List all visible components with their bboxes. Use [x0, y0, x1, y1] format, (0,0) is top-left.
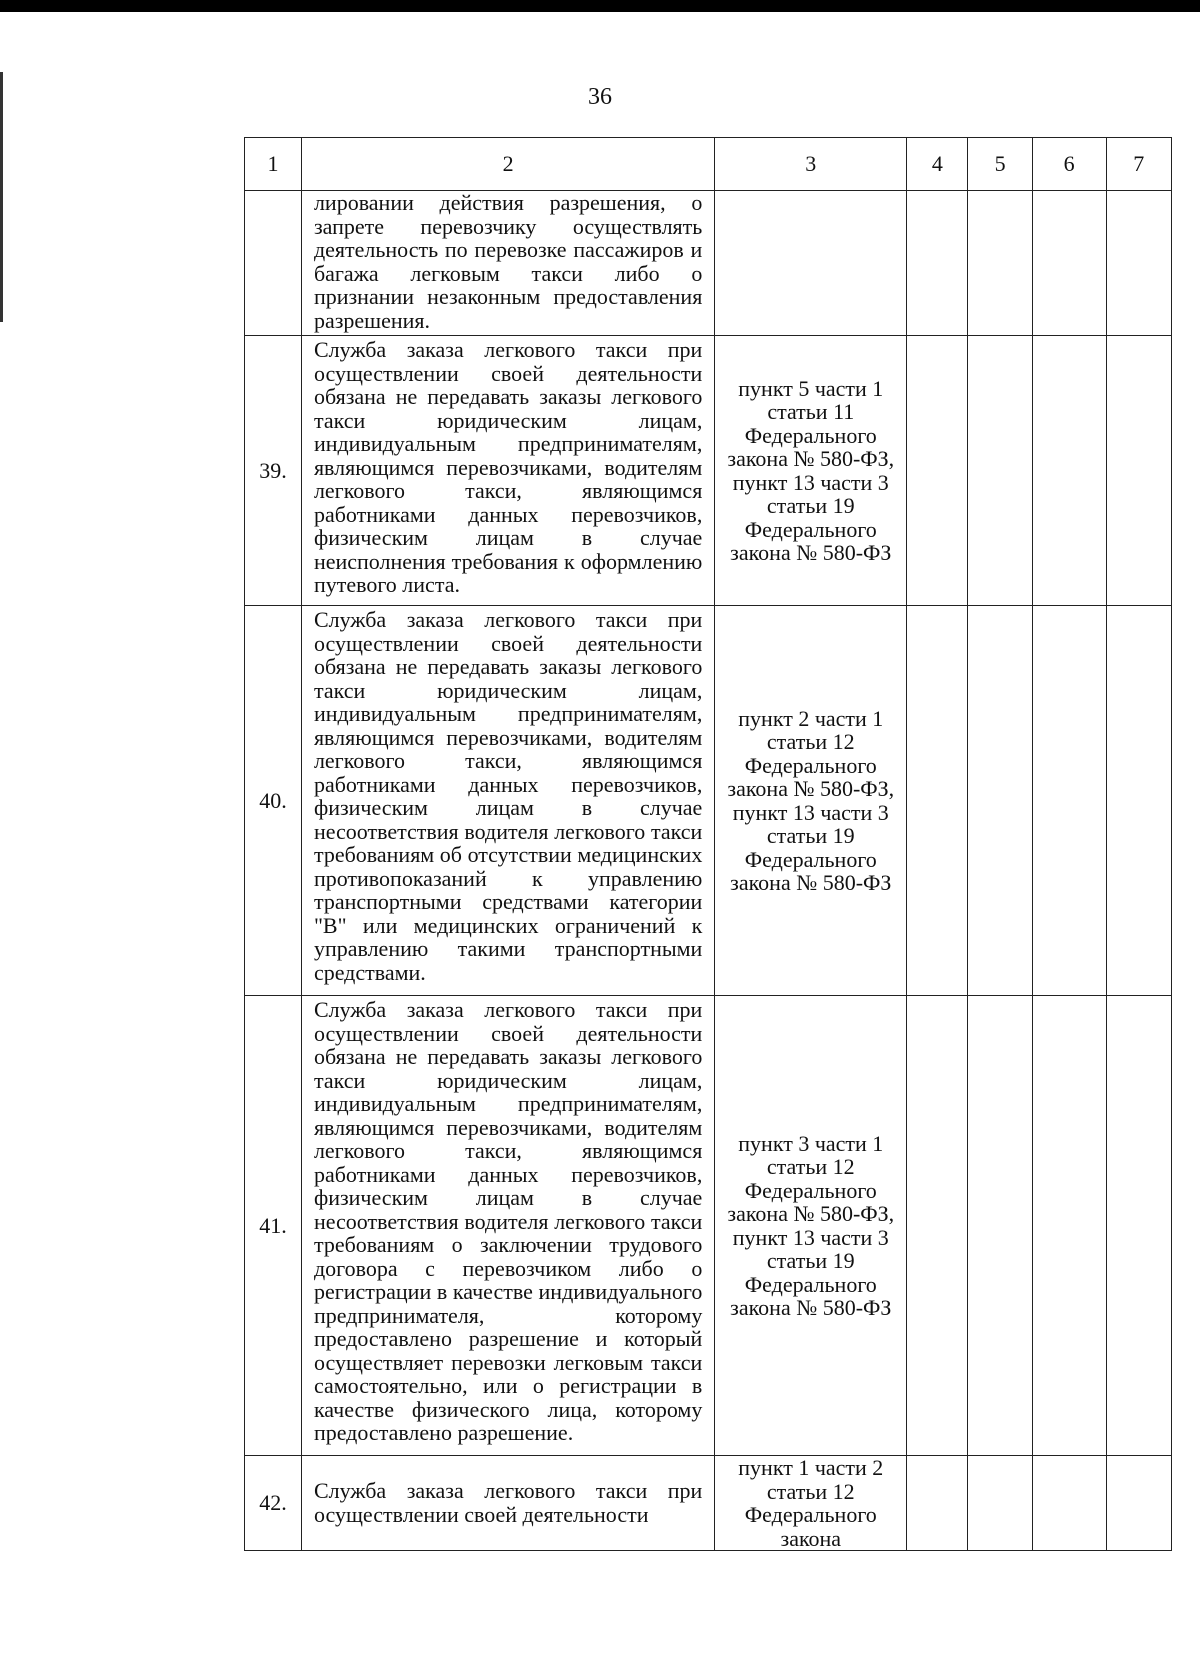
page-number: 36	[588, 84, 612, 110]
table-row	[245, 996, 1172, 1456]
row-number: 39.	[245, 336, 302, 606]
empty-cell	[1106, 996, 1171, 1456]
document-page	[0, 12, 1200, 1656]
requirements-table	[244, 137, 1172, 1551]
empty-cell	[968, 606, 1032, 996]
row-description	[301, 336, 714, 606]
row-reference	[715, 191, 907, 336]
row-reference: пункт 5 части 1 статьи 11 Федерального закона № 580-ФЗ, пункт 13 части 3 статьи 19 Федерального закона № 580-ФЗ	[715, 336, 907, 606]
column-header: 2	[301, 138, 714, 191]
row-description-text: Служба заказа легкового такси при осуществлении своей деятельности обязана не передавать заказы легкового такси юридическим лицам, индивидуальным предпринимателям, являющимся перевозчиками, водителям легкового такси, являющимся работниками данных перевозчиков, физическим лицам в случае неисполнения требования к оформлению путевого листа.	[313, 337, 703, 597]
empty-cell	[968, 191, 1032, 336]
empty-cell	[907, 191, 968, 336]
column-header: 5	[968, 138, 1032, 191]
row-description-text: Служба заказа легкового такси при осуществлении своей деятельности обязана не передавать заказы легкового такси юридическим лицам, индивидуальным предпринимателям, являющимся перевозчиками, водителям легкового такси, являющимся работниками данных перевозчиков, физическим лицам в случае несоответствия водителя легкового такси требованиям о заключении трудового договора с перевозчиком либо о регистрации в качестве индивидуального предпринимателя, которому предоставлено разрешение и который осуществляет перевозки легковым такси самостоятельно, или о регистрации в качестве физического лица, которому предоставлено разрешение.	[313, 997, 703, 1445]
row-reference: пункт 3 части 1 статьи 12 Федерального закона № 580-ФЗ, пункт 13 части 3 статьи 19 Федерального закона № 580-ФЗ	[715, 996, 907, 1456]
empty-cell	[907, 1456, 968, 1551]
empty-cell	[907, 606, 968, 996]
row-description-text: Служба заказа легкового такси при осуществлении своей деятельности обязана не передавать заказы легкового такси юридическим лицам, индивидуальным предпринимателям, являющимся перевозчиками, водителям легкового такси, являющимся работниками данных перевозчиков, физическим лицам в случае несоответствия водителя легкового такси требованиям об отсутствии медицинских противопоказаний к управлению транспортными средствами категории "В" или медицинских ограничений к управлению такими транспортными средствами.	[313, 607, 703, 985]
empty-cell	[1032, 191, 1106, 336]
column-header: 3	[715, 138, 907, 191]
empty-cell	[907, 996, 968, 1456]
empty-cell	[1032, 996, 1106, 1456]
column-header: 7	[1106, 138, 1171, 191]
table-row	[245, 191, 1172, 336]
table-header-row	[245, 138, 1172, 191]
empty-cell	[907, 336, 968, 606]
empty-cell	[1032, 606, 1106, 996]
column-header: 6	[1032, 138, 1106, 191]
row-number: 41.	[245, 996, 302, 1456]
row-description	[301, 191, 714, 336]
row-description	[301, 606, 714, 996]
table-row	[245, 1456, 1172, 1551]
row-description-text: лировании действия разрешения, о запрете перевозчику осуществлять деятельность по перевозке пассажиров и багажа легковым такси либо о признании незаконным предоставления разрешения.	[313, 190, 703, 333]
empty-cell	[1032, 336, 1106, 606]
column-header: 1	[245, 138, 302, 191]
empty-cell	[1106, 1456, 1171, 1551]
row-reference: пункт 2 части 1 статьи 12 Федерального закона № 580-ФЗ, пункт 13 части 3 статьи 19 Федерального закона № 580-ФЗ	[715, 606, 907, 996]
row-description-text: Служба заказа легкового такси при осуществлении своей деятельности	[313, 1478, 703, 1527]
empty-cell	[968, 1456, 1032, 1551]
row-description	[301, 1456, 714, 1551]
empty-cell	[968, 336, 1032, 606]
empty-cell	[968, 996, 1032, 1456]
row-number: 42.	[245, 1456, 302, 1551]
empty-cell	[1106, 336, 1171, 606]
table-row	[245, 336, 1172, 606]
column-header: 4	[907, 138, 968, 191]
row-number: 40.	[245, 606, 302, 996]
empty-cell	[1032, 1456, 1106, 1551]
empty-cell	[1106, 191, 1171, 336]
row-reference: пункт 1 части 2 статьи 12 Федерального закона	[715, 1456, 907, 1551]
row-number	[245, 191, 302, 336]
empty-cell	[1106, 606, 1171, 996]
row-description	[301, 996, 714, 1456]
table-row	[245, 606, 1172, 996]
